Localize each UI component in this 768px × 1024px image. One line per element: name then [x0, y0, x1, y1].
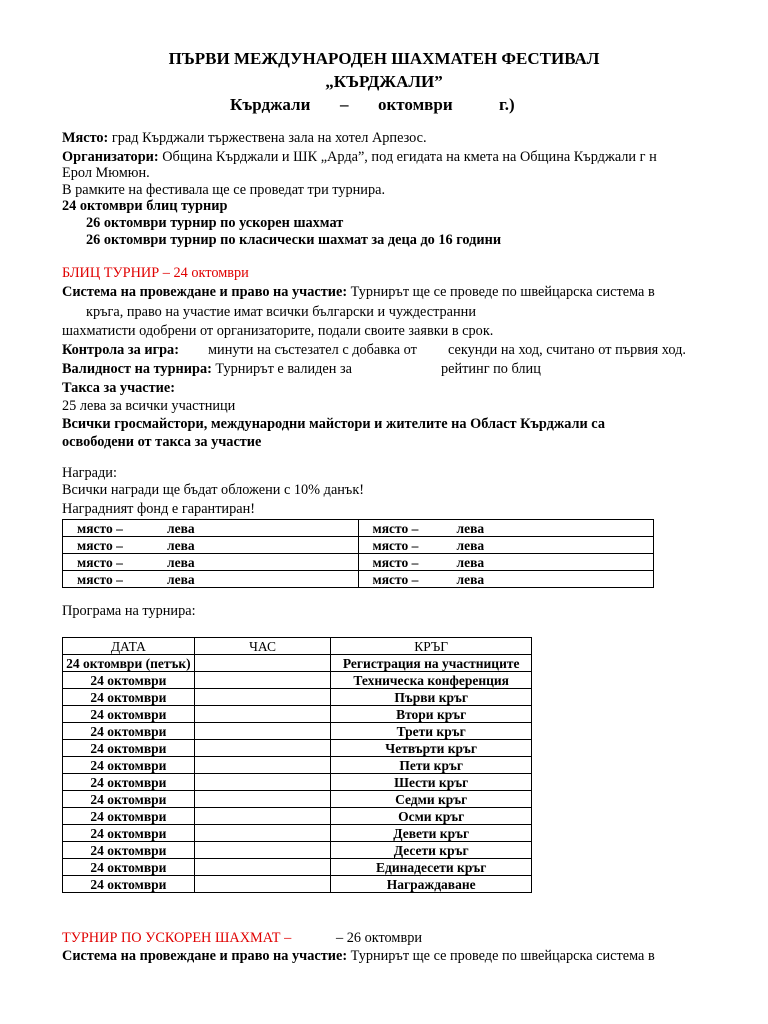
organizers-text-cont: Ерол Мюмюн.: [62, 165, 150, 181]
prize-currency: лева: [167, 571, 195, 587]
prize-place: място –: [372, 537, 419, 553]
schedule-row: [63, 655, 532, 672]
blitz-program-label: Програма на турнира:: [62, 603, 196, 619]
schedule-table-body: [63, 655, 532, 893]
rapid-system-line: [62, 948, 655, 965]
blitz-control-text-b: секунди на ход, считано от първия ход.: [448, 342, 686, 358]
schedule-header-date: ДАТА: [63, 638, 195, 655]
schedule-date: 24 октомври: [63, 859, 195, 876]
prize-currency: лева: [456, 571, 485, 587]
schedule-time: [194, 655, 331, 672]
schedule-date: 24 октомври: [63, 757, 195, 774]
blitz-validity-line: [62, 361, 352, 378]
event-classical: 26 октомври турнир по класически шахмат за деца до 16 години: [86, 232, 502, 248]
event-blitz: 24 октомври блиц турнир: [62, 198, 228, 214]
schedule-header-time: ЧАС: [194, 638, 331, 655]
schedule-header-round: КРЪГ: [331, 638, 532, 655]
prize-row: [63, 520, 654, 537]
rapid-heading-date: – 26 октомври: [336, 930, 423, 946]
prize-cell-right: [358, 571, 654, 588]
blitz-control-line: [62, 342, 179, 359]
blitz-prizes-label: Награди:: [62, 465, 117, 481]
prize-place: място –: [77, 554, 123, 570]
schedule-row: [63, 689, 532, 706]
schedule-date: 24 октомври (петък): [63, 655, 195, 672]
schedule-date: 24 октомври: [63, 774, 195, 791]
blitz-exempt-line2: освободени от такса за участие: [62, 434, 262, 450]
blitz-system-line3: шахматисти одобрени от организаторите, подали своите заявки в срок.: [62, 323, 494, 339]
prize-table-body: [63, 520, 654, 588]
place-label: Място:: [62, 130, 109, 146]
header-month: октомври: [378, 95, 453, 114]
prize-cell-right: [358, 554, 654, 571]
schedule-row: [63, 791, 532, 808]
schedule-date: 24 октомври: [63, 723, 195, 740]
schedule-round: Пети кръг: [331, 757, 532, 774]
prize-currency: лева: [456, 554, 485, 570]
schedule-time: [194, 706, 331, 723]
blitz-system-label: Система на провеждане и право на участие:: [62, 284, 348, 300]
schedule-header-row: [63, 638, 532, 655]
schedule-date: 24 октомври: [63, 791, 195, 808]
blitz-system-line: [62, 284, 655, 301]
prize-place: място –: [372, 571, 419, 587]
place-line: [62, 130, 427, 147]
schedule-row: [63, 859, 532, 876]
schedule-time: [194, 876, 331, 893]
place-text: град Кърджали тържествена зала на хотел Арпезос.: [108, 130, 427, 146]
schedule-round: Четвърти кръг: [331, 740, 532, 757]
schedule-date: 24 октомври: [63, 876, 195, 893]
schedule-time: [194, 723, 331, 740]
blitz-prizes-fund: Наградният фонд е гарантиран!: [62, 501, 255, 517]
prize-place: място –: [77, 520, 123, 536]
schedule-time: [194, 774, 331, 791]
prize-currency: лева: [167, 537, 195, 553]
schedule-row: [63, 757, 532, 774]
schedule-date: 24 октомври: [63, 689, 195, 706]
schedule-date: 24 октомври: [63, 842, 195, 859]
prize-place: място –: [372, 520, 419, 536]
schedule-round: Осми кръг: [331, 808, 532, 825]
schedule-time: [194, 757, 331, 774]
schedule-round: Втори кръг: [331, 706, 532, 723]
schedule-round: Десети кръг: [331, 842, 532, 859]
document-title: ПЪРВИ МЕЖДУНАРОДЕН ШАХМАТЕН ФЕСТИВАЛ: [168, 49, 600, 68]
schedule-date: 24 октомври: [63, 706, 195, 723]
prize-cell-left: [63, 571, 359, 588]
schedule-time: [194, 825, 331, 842]
schedule-row: [63, 808, 532, 825]
schedule-date: 24 октомври: [63, 808, 195, 825]
schedule-time: [194, 740, 331, 757]
prize-table: [62, 519, 654, 588]
blitz-fee-label: Такса за участие:: [62, 380, 175, 396]
header-year: г.): [499, 95, 515, 114]
blitz-system-text: Турнирът ще се проведе по швейцарска система в: [347, 284, 655, 300]
schedule-round: Първи кръг: [331, 689, 532, 706]
schedule-round: Седми кръг: [331, 791, 532, 808]
schedule-row: [63, 842, 532, 859]
schedule-row: [63, 876, 532, 893]
rapid-system-text: Турнирът ще се проведе по швейцарска система в: [347, 948, 655, 964]
organizers-label: Организатори:: [62, 149, 159, 165]
schedule-round: Единадесети кръг: [331, 859, 532, 876]
blitz-validity-text-a: Турнирът е валиден за: [211, 361, 352, 377]
schedule-round: Шести кръг: [331, 774, 532, 791]
schedule-date: 24 октомври: [63, 740, 195, 757]
blitz-control-text-a: минути на състезател с добавка от: [208, 342, 417, 358]
schedule-date: 24 октомври: [63, 672, 195, 689]
schedule-round: Девети кръг: [331, 825, 532, 842]
schedule-round: Техническа конференция: [331, 672, 532, 689]
schedule-row: [63, 825, 532, 842]
blitz-exempt-line1: Всички гросмайстори, международни майстори и жителите на Област Кърджали са: [62, 416, 605, 432]
prize-currency: лева: [456, 537, 485, 553]
organizers-line: [62, 149, 657, 166]
blitz-system-line2: кръга, право на участие имат всички български и чуждестранни: [86, 304, 476, 320]
prize-cell-left: [63, 554, 359, 571]
prize-cell-right: [358, 537, 654, 554]
rapid-system-label: Система на провеждане и право на участие:: [62, 948, 348, 964]
schedule-row: [63, 706, 532, 723]
schedule-row: [63, 672, 532, 689]
schedule-time: [194, 842, 331, 859]
blitz-validity-label: Валидност на турнира:: [62, 361, 212, 377]
rapid-heading: ТУРНИР ПО УСКОРЕН ШАХМАТ –: [62, 930, 292, 946]
schedule-table: [62, 637, 532, 893]
festival-name: „КЪРДЖАЛИ”: [325, 72, 443, 91]
prize-row: [63, 571, 654, 588]
schedule-time: [194, 808, 331, 825]
schedule-round: Регистрация на участниците: [331, 655, 532, 672]
prize-place: място –: [77, 537, 123, 553]
prize-row: [63, 554, 654, 571]
blitz-prizes-tax: Всички награди ще бъдат обложени с 10% данък!: [62, 482, 365, 498]
schedule-time: [194, 791, 331, 808]
schedule-time: [194, 859, 331, 876]
prize-place: място –: [77, 571, 123, 587]
prize-cell-right: [358, 520, 654, 537]
prize-place: място –: [372, 554, 419, 570]
prize-cell-left: [63, 520, 359, 537]
schedule-date: 24 октомври: [63, 825, 195, 842]
blitz-control-label: Контрола за игра:: [62, 342, 179, 358]
prize-row: [63, 537, 654, 554]
event-rapid: 26 октомври турнир по ускорен шахмат: [86, 215, 344, 231]
header-dash: –: [340, 95, 349, 114]
header-place: Кърджали: [230, 95, 311, 114]
schedule-round: Трети кръг: [331, 723, 532, 740]
prize-currency: лева: [167, 520, 195, 536]
blitz-validity-text-b: рейтинг по блиц: [441, 361, 541, 377]
schedule-row: [63, 774, 532, 791]
organizers-text: Община Кърджали и ШК „Арда”, под егидата на кмета на Община Кърджали г н: [158, 149, 657, 165]
schedule-round: Награждаване: [331, 876, 532, 893]
schedule-row: [63, 723, 532, 740]
schedule-time: [194, 672, 331, 689]
prize-cell-left: [63, 537, 359, 554]
blitz-fee-text: 25 лева за всички участници: [62, 398, 236, 414]
prize-currency: лева: [167, 554, 195, 570]
schedule-time: [194, 689, 331, 706]
blitz-heading: БЛИЦ ТУРНИР – 24 октомври: [62, 265, 249, 281]
festival-intro: В рамките на фестивала ще се проведат три турнира.: [62, 182, 386, 198]
schedule-row: [63, 740, 532, 757]
prize-currency: лева: [456, 520, 485, 536]
